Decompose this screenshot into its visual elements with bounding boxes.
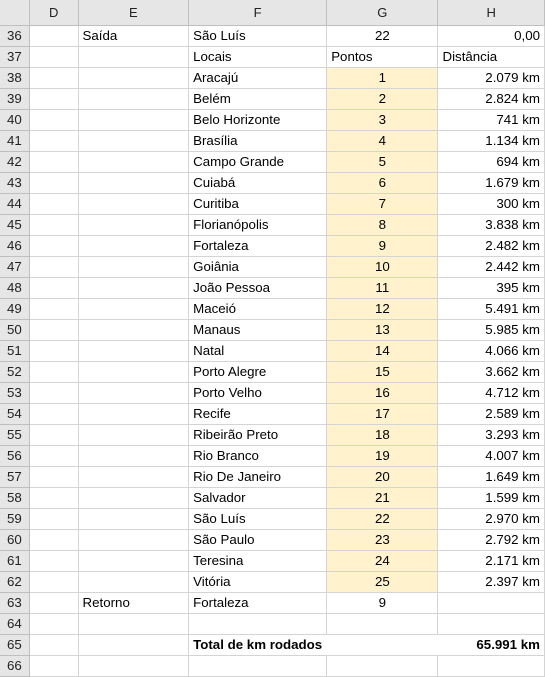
cell-h[interactable]: 5.985 km [438,320,545,341]
row-header[interactable]: 54 [0,404,29,425]
table-row [0,26,545,47]
cell-e[interactable] [78,635,189,656]
cell-f[interactable]: Florianópolis [189,215,327,236]
cell-e[interactable] [78,341,189,362]
cell-g[interactable]: 8 [327,215,438,236]
cell-d[interactable] [29,593,78,614]
cell-e[interactable] [78,383,189,404]
cell-d[interactable] [29,299,78,320]
cell-f[interactable]: Porto Alegre [189,362,327,383]
row-header[interactable]: 43 [0,173,29,194]
cell-f[interactable]: Recife [189,404,327,425]
cell-g[interactable]: 18 [327,425,438,446]
table-row [0,236,545,257]
row-header[interactable]: 42 [0,152,29,173]
cell-f[interactable]: Ribeirão Preto [189,425,327,446]
table-row [0,467,545,488]
cell-g[interactable]: 19 [327,446,438,467]
table-row [0,194,545,215]
cell-h[interactable]: 2.442 km [438,257,545,278]
cell-d[interactable] [29,488,78,509]
table-row [0,341,545,362]
row-header[interactable]: 58 [0,488,29,509]
row-header[interactable]: 38 [0,68,29,89]
cell-d[interactable] [29,446,78,467]
cell-f[interactable]: Cuiabá [189,173,327,194]
cell-d[interactable] [29,551,78,572]
cell-g[interactable]: 7 [327,194,438,215]
row-header[interactable]: 63 [0,593,29,614]
cell-f[interactable] [189,614,327,635]
cell-f[interactable]: Salvador [189,488,327,509]
cell-d[interactable] [29,47,78,68]
cell-d[interactable] [29,194,78,215]
cell-g[interactable]: 20 [327,467,438,488]
row-header[interactable]: 48 [0,278,29,299]
table-row [0,173,545,194]
cell-g[interactable]: 23 [327,530,438,551]
row-header[interactable]: 66 [0,656,29,677]
cell-h[interactable]: 3.293 km [438,425,545,446]
cell-g[interactable]: 5 [327,152,438,173]
table-row [0,278,545,299]
cell-f[interactable]: Brasília [189,131,327,152]
cell-g[interactable]: 11 [327,278,438,299]
row-header[interactable]: 49 [0,299,29,320]
cell-f[interactable] [189,656,327,677]
cell-g[interactable]: 4 [327,131,438,152]
cell-f[interactable]: Fortaleza [189,593,327,614]
cell-h[interactable]: 4.007 km [438,446,545,467]
cell-h[interactable]: 4.712 km [438,383,545,404]
sheet-body [0,26,545,677]
cell-f[interactable]: Manaus [189,320,327,341]
cell-e[interactable] [78,425,189,446]
cell-e[interactable] [78,446,189,467]
cell-e[interactable] [78,215,189,236]
cell-d[interactable] [29,320,78,341]
cell-d[interactable] [29,509,78,530]
cell-f[interactable]: Campo Grande [189,152,327,173]
cell-e[interactable] [78,488,189,509]
cell-g[interactable]: 22 [327,509,438,530]
cell-d[interactable] [29,341,78,362]
cell-e[interactable]: Saída [78,26,189,47]
table-row [0,362,545,383]
cell-e[interactable]: Retorno [78,593,189,614]
row-header[interactable]: 45 [0,215,29,236]
cell-e[interactable] [78,572,189,593]
table-row [0,446,545,467]
table-row [0,152,545,173]
cell-h[interactable]: 2.482 km [438,236,545,257]
row-header[interactable]: 56 [0,446,29,467]
cell-d[interactable] [29,425,78,446]
cell-h[interactable]: Distância [438,47,545,68]
table-row [0,656,545,677]
cell-f[interactable]: Maceió [189,299,327,320]
cell-g[interactable]: 6 [327,173,438,194]
cell-f[interactable]: Belo Horizonte [189,110,327,131]
cell-h[interactable]: 65.991 km [438,635,545,656]
cell-g[interactable]: 12 [327,299,438,320]
table-row [0,47,545,68]
table-row [0,530,545,551]
cell-e[interactable] [78,152,189,173]
cell-h[interactable]: 3.662 km [438,362,545,383]
cell-d[interactable] [29,152,78,173]
table-row [0,614,545,635]
cell-g[interactable]: 22 [327,26,438,47]
cell-e[interactable] [78,110,189,131]
cell-f[interactable]: Teresina [189,551,327,572]
row-header[interactable]: 50 [0,320,29,341]
cell-h[interactable]: 741 km [438,110,545,131]
cell-g[interactable] [327,635,438,656]
table-row [0,635,545,656]
cell-f[interactable]: São Luís [189,26,327,47]
cell-g[interactable]: 15 [327,362,438,383]
table-row [0,488,545,509]
cell-h[interactable] [438,614,545,635]
table-row [0,131,545,152]
row-header[interactable]: 46 [0,236,29,257]
table-row [0,257,545,278]
cell-f[interactable]: Total de km rodados [189,635,327,656]
cell-g[interactable]: 3 [327,110,438,131]
cell-g[interactable]: 24 [327,551,438,572]
cell-d[interactable] [29,362,78,383]
cell-e[interactable] [78,320,189,341]
cell-g[interactable]: 25 [327,572,438,593]
cell-e[interactable] [78,530,189,551]
cell-h[interactable]: 1.679 km [438,173,545,194]
cell-f[interactable]: Rio De Janeiro [189,467,327,488]
column-header-h[interactable]: H [438,0,545,26]
cell-f[interactable]: Goiânia [189,257,327,278]
cell-h[interactable] [438,656,545,677]
row-header[interactable]: 39 [0,89,29,110]
row-header[interactable]: 36 [0,26,29,47]
cell-e[interactable] [78,614,189,635]
cell-e[interactable] [78,194,189,215]
table-row [0,89,545,110]
table-row [0,593,545,614]
row-header[interactable]: 57 [0,467,29,488]
cell-h[interactable]: 2.079 km [438,68,545,89]
cell-e[interactable] [78,278,189,299]
row-header[interactable]: 59 [0,509,29,530]
cell-d[interactable] [29,572,78,593]
cell-d[interactable] [29,68,78,89]
cell-d[interactable] [29,614,78,635]
cell-h[interactable]: 694 km [438,152,545,173]
row-header[interactable]: 64 [0,614,29,635]
cell-h[interactable]: 2.589 km [438,404,545,425]
cell-h[interactable] [438,593,545,614]
cell-e[interactable] [78,551,189,572]
table-row [0,110,545,131]
table-row [0,509,545,530]
cell-h[interactable]: 2.397 km [438,572,545,593]
cell-e[interactable] [78,257,189,278]
cell-h[interactable]: 2.792 km [438,530,545,551]
cell-g[interactable]: 14 [327,341,438,362]
cell-h[interactable]: 300 km [438,194,545,215]
cell-f[interactable]: São Paulo [189,530,327,551]
cell-f[interactable]: Aracajú [189,68,327,89]
cell-d[interactable] [29,278,78,299]
row-header[interactable]: 60 [0,530,29,551]
table-row [0,68,545,89]
cell-d[interactable] [29,656,78,677]
cell-e[interactable] [78,467,189,488]
cell-d[interactable] [29,257,78,278]
table-row [0,215,545,236]
column-header-f[interactable]: F [189,0,327,26]
cell-e[interactable] [78,404,189,425]
cell-h[interactable]: 1.134 km [438,131,545,152]
cell-f[interactable]: Natal [189,341,327,362]
cell-f[interactable]: Rio Branco [189,446,327,467]
cell-e[interactable] [78,89,189,110]
column-header-d[interactable]: D [29,0,78,26]
cell-e[interactable] [78,131,189,152]
table-row [0,425,545,446]
table-row [0,551,545,572]
cell-e[interactable] [78,509,189,530]
row-header[interactable]: 47 [0,257,29,278]
cell-e[interactable] [78,656,189,677]
cell-g[interactable]: 16 [327,383,438,404]
cell-g[interactable]: 17 [327,404,438,425]
cell-e[interactable] [78,68,189,89]
cell-d[interactable] [29,383,78,404]
cell-d[interactable] [29,404,78,425]
table-row [0,383,545,404]
table-row [0,299,545,320]
cell-f[interactable]: Porto Velho [189,383,327,404]
cell-g[interactable] [327,656,438,677]
cell-g[interactable]: 13 [327,320,438,341]
cell-g[interactable]: 1 [327,68,438,89]
column-header-g[interactable]: G [327,0,438,26]
cell-h[interactable]: 2.171 km [438,551,545,572]
row-header[interactable]: 41 [0,131,29,152]
row-header[interactable]: 65 [0,635,29,656]
cell-f[interactable]: Locais [189,47,327,68]
cell-d[interactable] [29,467,78,488]
cell-f[interactable]: João Pessoa [189,278,327,299]
cell-d[interactable] [29,173,78,194]
cell-e[interactable] [78,47,189,68]
row-header[interactable]: 55 [0,425,29,446]
cell-h[interactable]: 1.599 km [438,488,545,509]
cell-h[interactable]: 4.066 km [438,341,545,362]
cell-d[interactable] [29,635,78,656]
table-row [0,320,545,341]
cell-h[interactable]: 1.649 km [438,467,545,488]
cell-d[interactable] [29,215,78,236]
cell-d[interactable] [29,110,78,131]
cell-f[interactable]: São Luís [189,509,327,530]
column-header-e[interactable]: E [78,0,189,26]
row-header[interactable]: 61 [0,551,29,572]
cell-g[interactable]: 2 [327,89,438,110]
row-header[interactable]: 44 [0,194,29,215]
cell-f[interactable]: Belém [189,89,327,110]
cell-h[interactable]: 0,00 [438,26,545,47]
cell-h[interactable]: 395 km [438,278,545,299]
cell-g[interactable]: 10 [327,257,438,278]
column-header-row [0,0,545,26]
cell-g[interactable]: 21 [327,488,438,509]
cell-f[interactable]: Fortaleza [189,236,327,257]
cell-g[interactable]: Pontos [327,47,438,68]
cell-f[interactable]: Vitória [189,572,327,593]
cell-e[interactable] [78,236,189,257]
cell-h[interactable]: 5.491 km [438,299,545,320]
table-row [0,572,545,593]
cell-h[interactable]: 2.824 km [438,89,545,110]
row-header[interactable]: 52 [0,362,29,383]
cell-e[interactable] [78,362,189,383]
cell-h[interactable]: 2.970 km [438,509,545,530]
row-header[interactable]: 62 [0,572,29,593]
cell-e[interactable] [78,173,189,194]
row-header[interactable]: 40 [0,110,29,131]
cell-d[interactable] [29,89,78,110]
select-all-corner[interactable] [0,0,29,26]
cell-d[interactable] [29,26,78,47]
table-row [0,404,545,425]
cell-g[interactable]: 9 [327,593,438,614]
cell-g[interactable] [327,614,438,635]
cell-d[interactable] [29,131,78,152]
row-header[interactable]: 53 [0,383,29,404]
cell-h[interactable]: 3.838 km [438,215,545,236]
cell-d[interactable] [29,530,78,551]
row-header[interactable]: 51 [0,341,29,362]
cell-g[interactable]: 9 [327,236,438,257]
cell-e[interactable] [78,299,189,320]
cell-d[interactable] [29,236,78,257]
row-header[interactable]: 37 [0,47,29,68]
cell-f[interactable]: Curitiba [189,194,327,215]
